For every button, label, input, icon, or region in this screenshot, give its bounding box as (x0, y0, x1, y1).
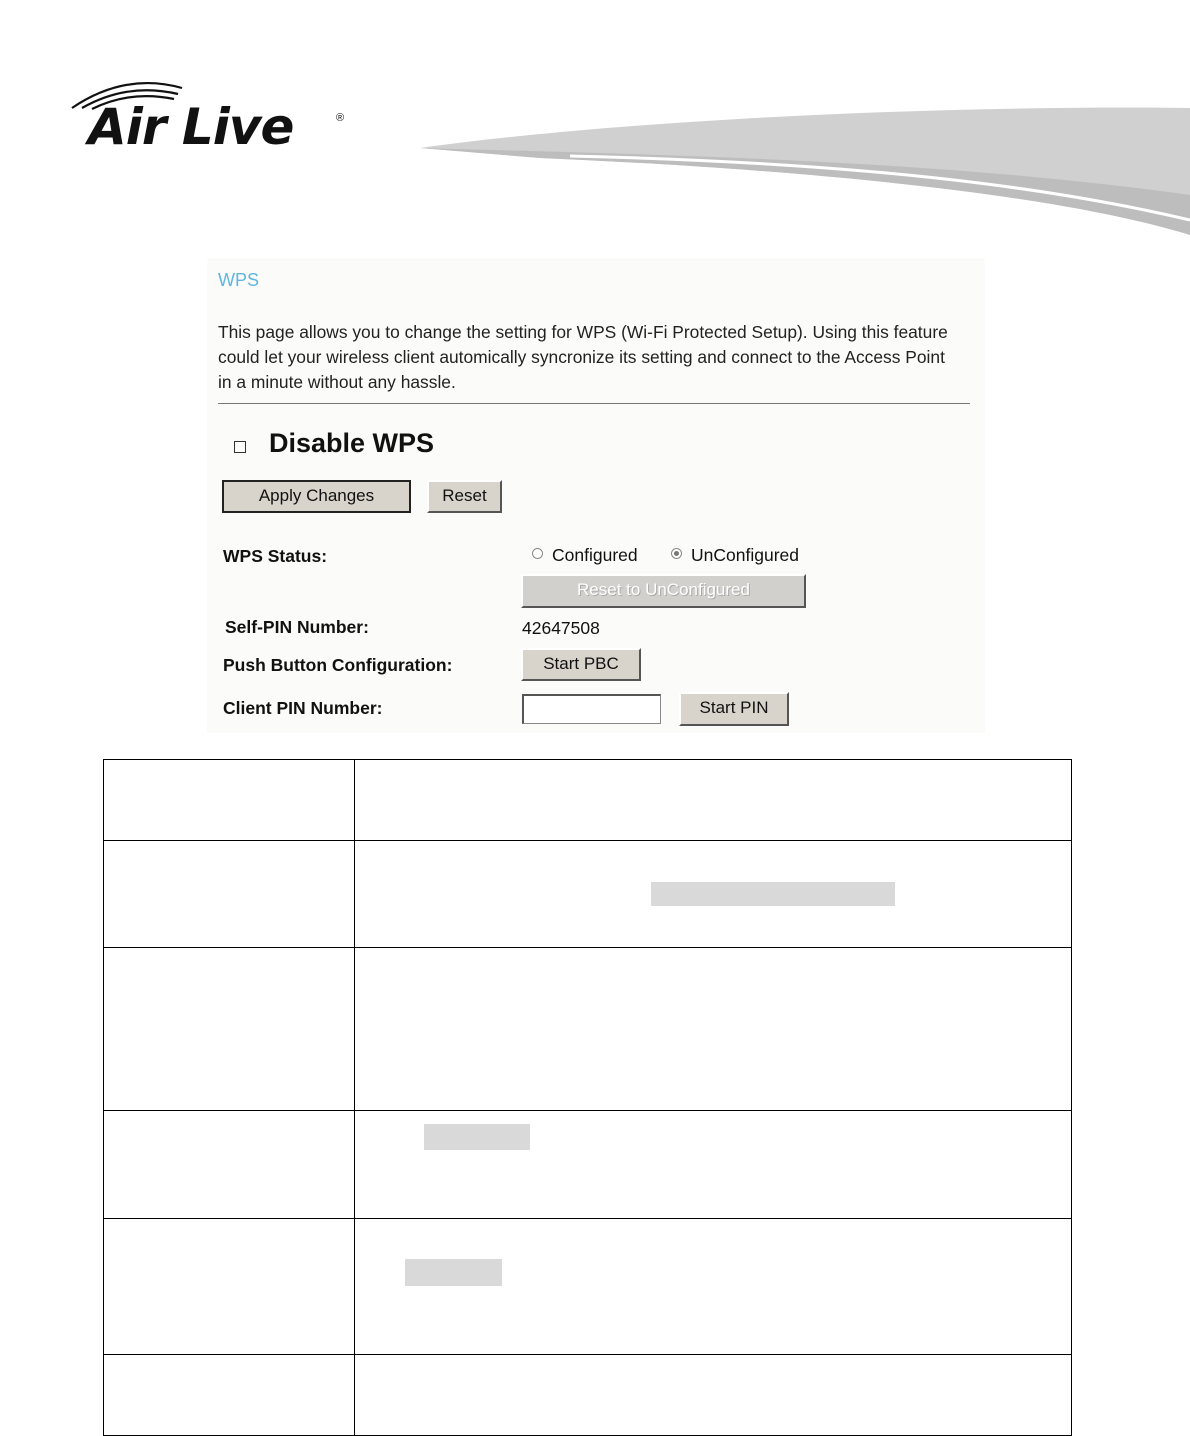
highlight-block (405, 1259, 502, 1286)
table-row (104, 1219, 1072, 1355)
reset-to-unconfigured-button[interactable]: Reset to UnConfigured (521, 574, 806, 608)
divider (218, 403, 970, 404)
table-cell (104, 760, 355, 841)
reset-button[interactable]: Reset (427, 480, 502, 513)
table-row (104, 1355, 1072, 1436)
table-cell (355, 1219, 1072, 1355)
disable-wps-checkbox[interactable] (234, 441, 246, 453)
push-button-config-label: Push Button Configuration: (223, 655, 453, 675)
airlive-logo (70, 78, 370, 158)
table-cell (355, 760, 1072, 841)
apply-changes-button[interactable]: Apply Changes (222, 480, 411, 513)
page-description: This page allows you to change the setting for WPS (Wi-Fi Protected Setup). Using this feature could let your wireless client automically syncronize its setting and connect to the Access Point in a minute without any hassle. (218, 322, 948, 392)
client-pin-label: Client PIN Number: (223, 698, 383, 718)
description-table (103, 759, 1072, 1436)
registered-mark: ® (336, 112, 345, 124)
configured-radio[interactable] (532, 548, 543, 559)
table-row (104, 841, 1072, 948)
wps-settings-panel (207, 258, 985, 733)
table-cell (104, 1355, 355, 1436)
self-pin-value: 42647508 (522, 618, 600, 638)
highlight-block (424, 1124, 530, 1150)
unconfigured-radio-label: UnConfigured (691, 545, 799, 565)
table-cell (355, 841, 1072, 948)
page-title: WPS (218, 270, 260, 290)
table-cell (104, 1219, 355, 1355)
start-pin-button[interactable]: Start PIN (679, 692, 789, 726)
self-pin-label: Self-PIN Number: (225, 617, 369, 637)
unconfigured-radio[interactable] (671, 548, 682, 559)
disable-wps-label: Disable WPS (269, 428, 435, 458)
table-cell (104, 841, 355, 948)
table-cell (104, 948, 355, 1111)
client-pin-input[interactable] (522, 694, 661, 724)
start-pbc-button[interactable]: Start PBC (521, 648, 641, 681)
logo-text: Air Live (88, 98, 294, 156)
table-cell (104, 1111, 355, 1219)
table-row (104, 760, 1072, 841)
highlight-block (651, 882, 895, 906)
table-cell (355, 1111, 1072, 1219)
configured-radio-label: Configured (552, 545, 638, 565)
table-cell (355, 948, 1072, 1111)
header-swoosh (420, 100, 1190, 250)
wps-status-label: WPS Status: (223, 546, 328, 566)
table-row (104, 1111, 1072, 1219)
table-cell (355, 1355, 1072, 1436)
table-row (104, 948, 1072, 1111)
